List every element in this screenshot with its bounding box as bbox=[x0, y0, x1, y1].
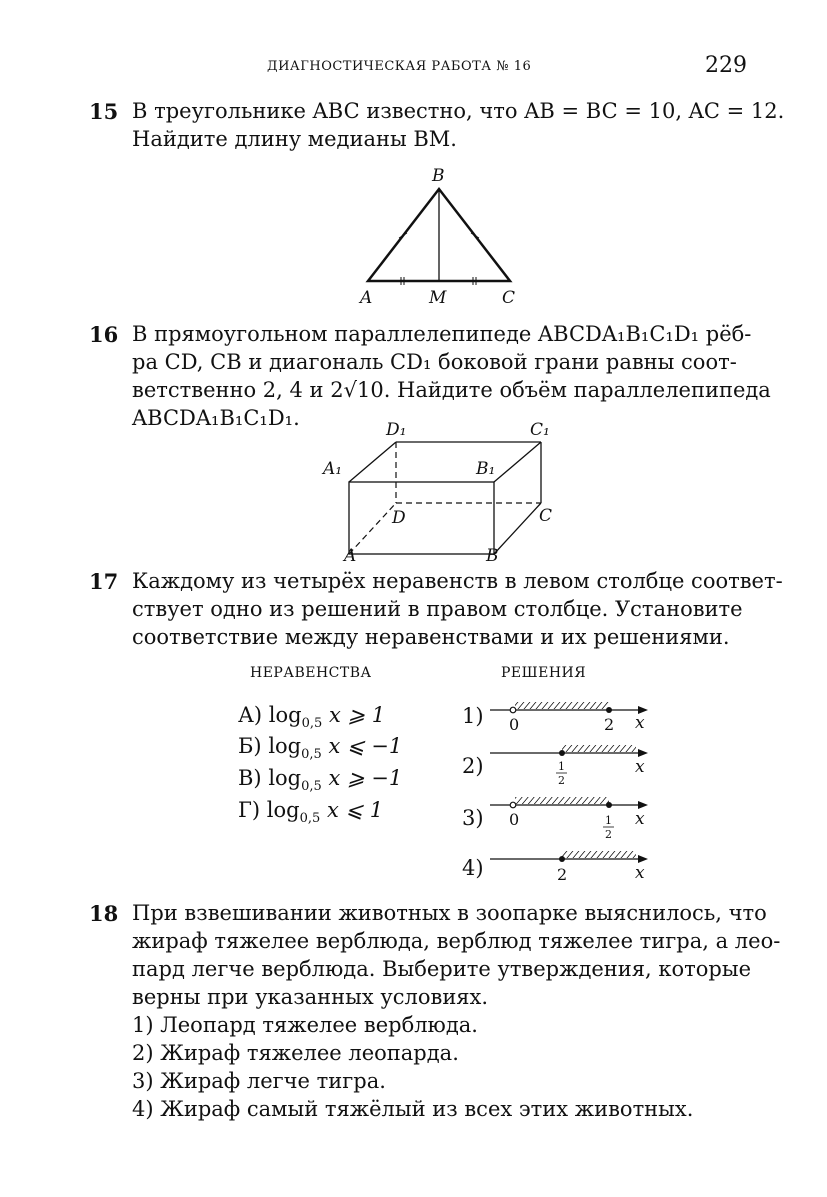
label-c1: C₁ bbox=[530, 420, 550, 440]
problem-16-line: ра CD, CB и диагональ CD₁ боковой грани равны соот- bbox=[132, 350, 737, 374]
tick-0: 0 bbox=[509, 715, 520, 734]
problem-18-line: жираф тяжелее верблюда, верблюд тяжелее тигра, а лео- bbox=[132, 929, 781, 953]
axis-var: x bbox=[635, 757, 645, 777]
problem-16-line: В прямоугольном параллелепипеде ABCDA₁B₁C₁D₁ рёб- bbox=[132, 322, 752, 346]
tick-half-den: 2 bbox=[605, 828, 612, 841]
label-b: B bbox=[486, 546, 499, 566]
inequality-letter: В) bbox=[238, 766, 262, 790]
problem-16-number: 16 bbox=[89, 322, 119, 347]
label-d: D bbox=[392, 508, 406, 528]
log-text: log bbox=[268, 703, 302, 727]
log-text: log bbox=[268, 766, 302, 790]
axis-var: x bbox=[635, 713, 645, 733]
inequality-d bbox=[238, 798, 384, 826]
problem-16-line: ветственно 2, 4 и 2√10. Найдите объём параллелепипеда bbox=[132, 378, 771, 402]
triangle-figure bbox=[355, 162, 530, 310]
inequality-a bbox=[238, 703, 386, 731]
axis-var: x bbox=[635, 809, 645, 829]
problem-18-option: 4) Жираф самый тяжёлый из всех этих животных. bbox=[132, 1097, 694, 1121]
solution-1-label: 1) bbox=[462, 704, 484, 728]
number-line-4 bbox=[490, 851, 648, 884]
tick-half-den: 2 bbox=[558, 774, 565, 787]
tick-half-num: 1 bbox=[605, 814, 612, 827]
problem-18-line: При взвешивании животных в зоопарке выяснилось, что bbox=[132, 901, 767, 925]
problem-17-number: 17 bbox=[89, 569, 119, 594]
problem-18-option: 1) Леопард тяжелее верблюда. bbox=[132, 1013, 478, 1037]
running-title: ДИАГНОСТИЧЕСКАЯ РАБОТА № 16 bbox=[267, 59, 532, 74]
inequalities-header: НЕРАВЕНСТВА bbox=[250, 665, 372, 681]
inequality-letter: А) bbox=[238, 703, 263, 727]
log-base: 0,5 bbox=[299, 811, 321, 826]
inequality-b bbox=[238, 734, 403, 762]
problem-16-line: ABCDA₁B₁C₁D₁. bbox=[132, 406, 300, 430]
label-a1: A₁ bbox=[323, 459, 343, 479]
inequality-rest: x ⩾ −1 bbox=[328, 766, 403, 790]
tick-0: 0 bbox=[509, 810, 520, 829]
number-line-2 bbox=[490, 745, 648, 787]
log-base: 0,5 bbox=[301, 747, 322, 762]
inequality-letter: Б) bbox=[238, 734, 262, 758]
box-figure bbox=[318, 415, 568, 567]
problem-18-line: пард легче верблюда. Выберите утверждения, которые bbox=[132, 957, 752, 981]
tick-2: 2 bbox=[604, 715, 615, 734]
label-a: A bbox=[360, 288, 373, 308]
edge-b1c1 bbox=[494, 442, 541, 482]
problem-15-number: 15 bbox=[89, 99, 119, 124]
problem-17-line: соответствие между неравенствами и их решениями. bbox=[132, 625, 730, 649]
solution-2-label: 2) bbox=[462, 754, 484, 778]
problem-15-line: В треугольнике ABC известно, что AB = BC = 10, AC = 12. bbox=[132, 99, 785, 123]
log-base: 0,5 bbox=[301, 716, 323, 731]
solutions-header: РЕШЕНИЯ bbox=[501, 665, 587, 681]
number-line-3 bbox=[490, 797, 648, 841]
solution-3-label: 3) bbox=[462, 806, 484, 830]
problem-18-number: 18 bbox=[89, 901, 119, 926]
log-base: 0,5 bbox=[301, 779, 322, 794]
solution-4-label: 4) bbox=[462, 856, 484, 880]
problem-18-option: 2) Жираф тяжелее леопарда. bbox=[132, 1041, 459, 1065]
label-c: C bbox=[539, 506, 553, 526]
tick-half-num: 1 bbox=[558, 760, 565, 773]
label-b1: B₁ bbox=[476, 459, 496, 479]
problem-17-line: ствует одно из решений в правом столбце. Установите bbox=[132, 597, 743, 621]
label-m: M bbox=[429, 288, 447, 308]
problem-15-line: Найдите длину медианы BM. bbox=[132, 127, 457, 151]
tick-2: 2 bbox=[557, 865, 568, 884]
edge-bc bbox=[494, 503, 541, 554]
label-d1: D₁ bbox=[386, 420, 407, 440]
page-number: 229 bbox=[705, 53, 747, 78]
inequality-rest: x ⩾ 1 bbox=[328, 703, 386, 727]
inequality-rest: x ⩽ −1 bbox=[328, 734, 403, 758]
front-face bbox=[349, 482, 494, 554]
log-text: log bbox=[268, 734, 302, 758]
inequality-c bbox=[238, 766, 403, 794]
problem-18-option: 3) Жираф легче тигра. bbox=[132, 1069, 386, 1093]
label-b: B bbox=[432, 166, 445, 186]
number-line-1 bbox=[490, 702, 648, 734]
problem-17-line: Каждому из четырёх неравенств в левом столбце соответ- bbox=[132, 569, 783, 593]
inequality-rest: x ⩽ 1 bbox=[326, 798, 384, 822]
problem-18-line: верны при указанных условиях. bbox=[132, 985, 489, 1009]
solutions-number-lines bbox=[485, 690, 660, 890]
log-text: log bbox=[266, 798, 300, 822]
label-a: A bbox=[344, 546, 357, 566]
label-c: C bbox=[502, 288, 516, 308]
edge-a1d1 bbox=[349, 442, 396, 482]
inequality-letter: Г) bbox=[238, 798, 261, 822]
axis-var: x bbox=[635, 863, 645, 883]
